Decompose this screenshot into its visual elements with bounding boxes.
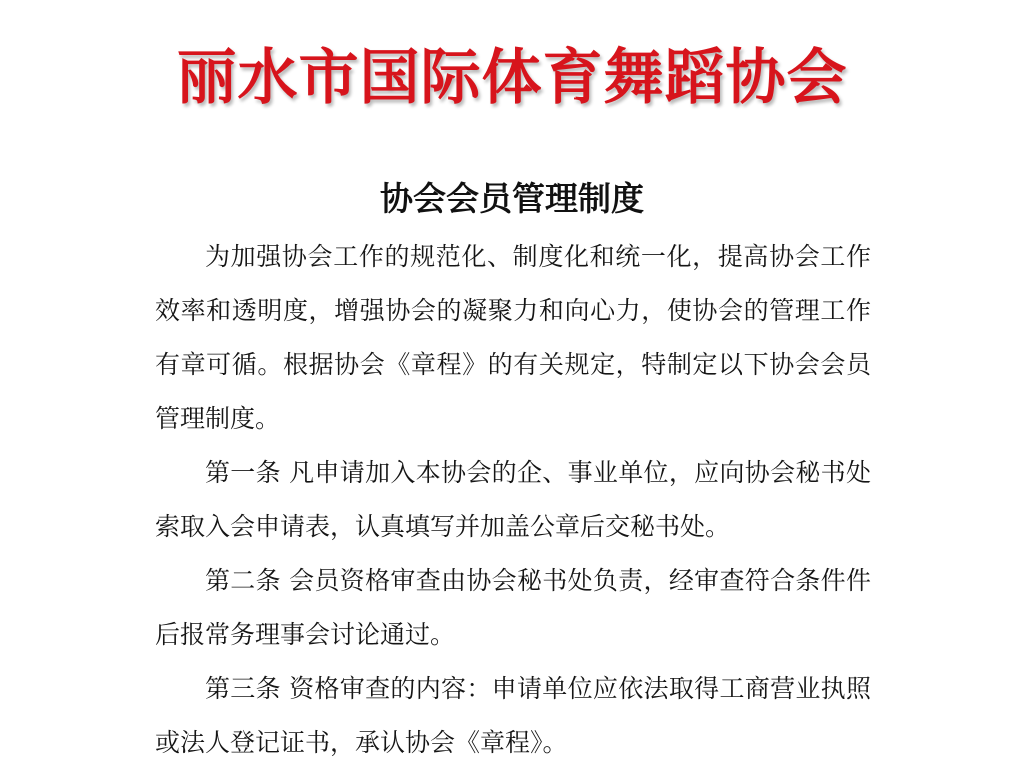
document-body — [155, 230, 871, 768]
document-title: 协会会员管理制度 — [380, 179, 644, 218]
organization-title: 丽水市国际体育舞蹈协会 — [176, 43, 848, 113]
intro-paragraph: 为加强协会工作的规范化、制度化和统一化，提高协会工作效率和透明度，增强协会的凝聚力和向心力，使协会的管理工作有章可循。根据协会《章程》的有关规定，特制定以下协会会员管理制度。 — [155, 242, 871, 433]
article-1-paragraph: 第一条 凡申请加入本协会的企、事业单位，应向协会秘书处索取入会申请表，认真填写并加盖公章后交秘书处。 — [155, 458, 871, 541]
article-3-paragraph: 第三条 资格审查的内容：申请单位应依法取得工商营业执照或法人登记证书，承认协会《章程》。 — [155, 674, 871, 757]
article-2-paragraph: 第二条 会员资格审查由协会秘书处负责，经审查符合条件件后报常务理事会讨论通过。 — [155, 566, 871, 649]
